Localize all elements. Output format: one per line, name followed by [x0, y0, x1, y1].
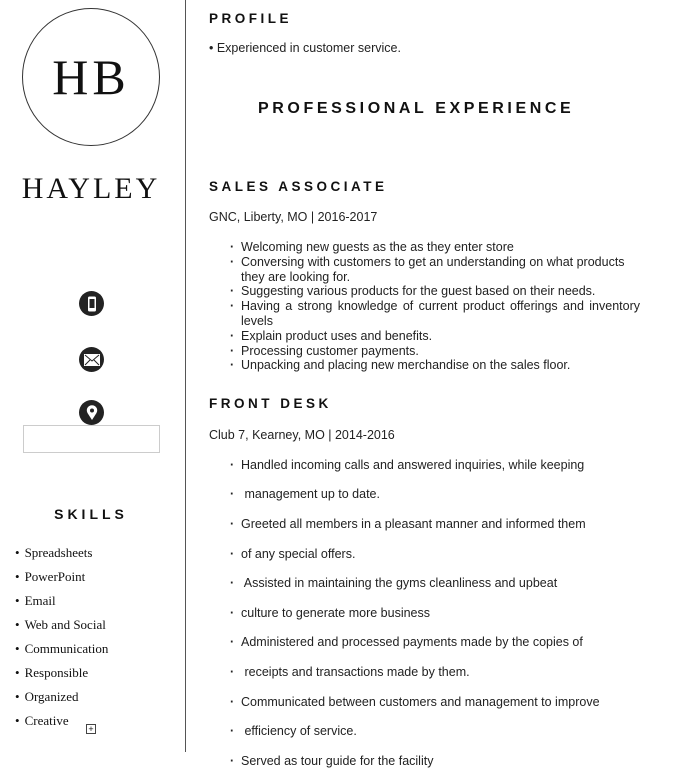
job-bullet: · receipts and transactions made by them. [230, 665, 650, 680]
job-meta: GNC, Liberty, MO | 2016-2017 [209, 210, 378, 224]
job-bullet: · of any special offers. [230, 547, 650, 562]
job-bullet: · management up to date. [230, 487, 650, 502]
skill-item: • Communication [15, 641, 108, 665]
contact-text-box[interactable] [23, 425, 160, 453]
skill-item: • Spreadsheets [15, 545, 108, 569]
job-bullet: · Processing customer payments. [230, 344, 640, 359]
job-bullet: · Conversing with customers to get an understanding on what products they are looking for. [230, 255, 640, 285]
job-bullet: · Greeted all members in a pleasant manner and informed them [230, 517, 650, 532]
job-bullet: · Handled incoming calls and answered inquiries, while keeping [230, 458, 650, 473]
column-divider [185, 0, 186, 752]
job-bullet: · Communicated between customers and management to improve [230, 695, 650, 710]
job-bullet: · culture to generate more business [230, 606, 650, 621]
job-bullet: · Served as tour guide for the facility [230, 754, 650, 769]
job-bullets [230, 240, 640, 373]
job-bullet: · Suggesting various products for the guest based on their needs. [230, 284, 640, 299]
job-bullet: · efficiency of service. [230, 724, 650, 739]
job-bullet: · Unpacking and placing new merchandise on the sales floor. [230, 358, 640, 373]
job-bullet: · Having a strong knowledge of current product offerings and inventory levels [230, 299, 640, 329]
skill-item: • Organized [15, 689, 108, 713]
phone-icon [79, 291, 104, 316]
job-bullet: · Welcoming new guests as the as they enter store [230, 240, 640, 255]
job-title: FRONT DESK [209, 396, 332, 411]
profile-bullet: • Experienced in customer service. [209, 41, 401, 55]
job-bullets [230, 443, 650, 783]
skill-item: • Email [15, 593, 108, 617]
expand-plus-icon[interactable]: + [86, 724, 96, 734]
monogram: HB [22, 8, 160, 146]
email-icon [79, 347, 104, 372]
skill-item: • Web and Social [15, 617, 108, 641]
job-meta: Club 7, Kearney, MO | 2014-2016 [209, 428, 395, 442]
job-title: SALES ASSOCIATE [209, 179, 388, 194]
skills-title: SKILLS [54, 506, 128, 522]
skills-list [15, 545, 108, 737]
job-bullet: · Assisted in maintaining the gyms cleanliness and upbeat [230, 576, 650, 591]
skill-item: • Responsible [15, 665, 108, 689]
skill-item: • PowerPoint [15, 569, 108, 593]
job-bullet: · Explain product uses and benefits. [230, 329, 640, 344]
skill-item: • Creative [15, 713, 108, 737]
location-icon [79, 400, 104, 425]
experience-title: PROFESSIONAL EXPERIENCE [258, 100, 575, 117]
job-bullet: · Administered and processed payments made by the copies of [230, 635, 650, 650]
profile-title: PROFILE [209, 11, 293, 26]
name-heading: HAYLEY [21, 172, 161, 205]
